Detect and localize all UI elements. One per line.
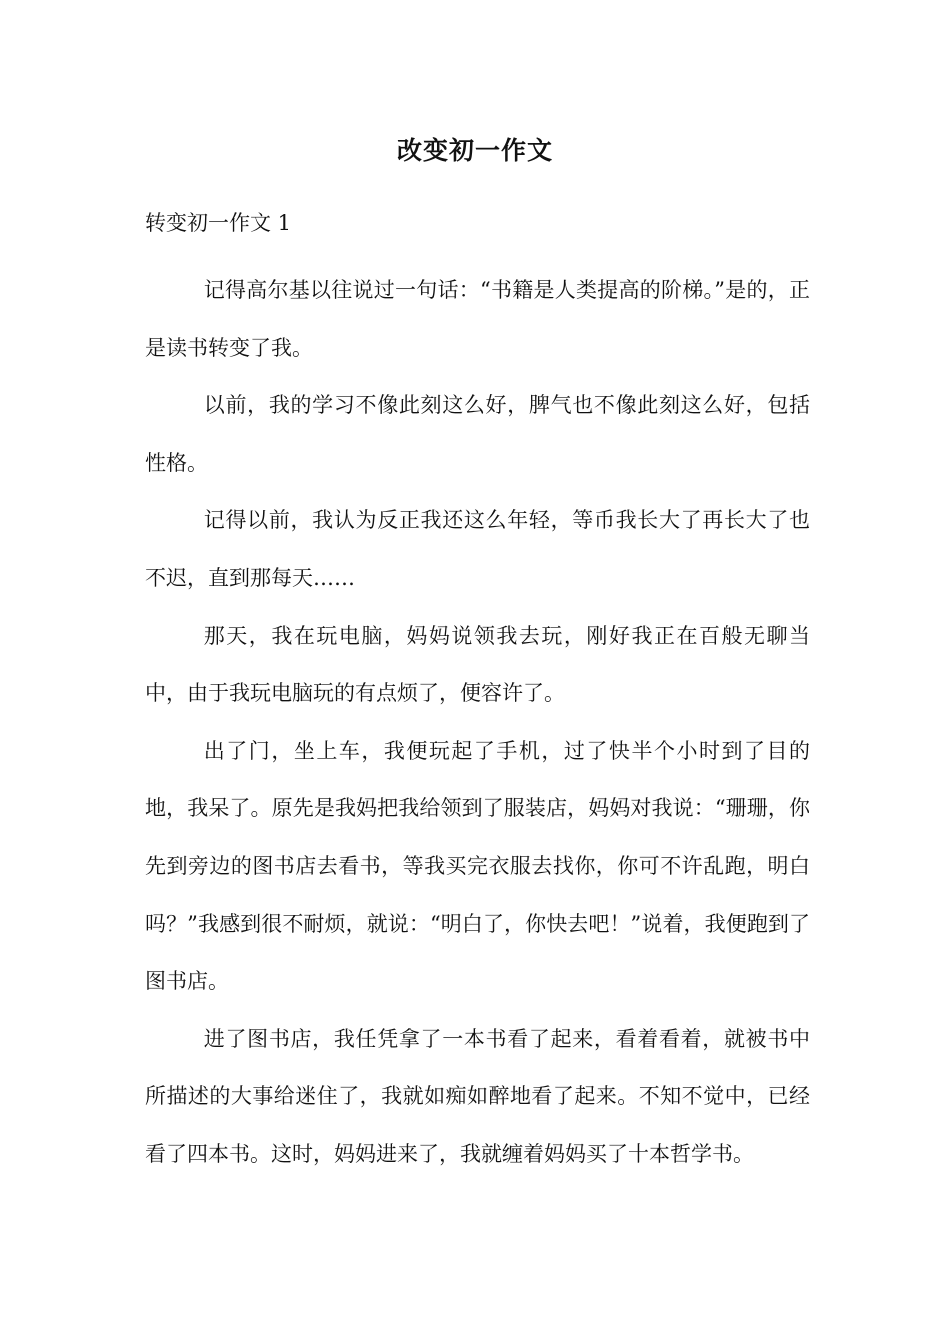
- document-title: 改变初一作文: [396, 136, 553, 165]
- paragraph: 记得以前，我认为反正我还这么年轻，等币我长大了再长大了也不迟，直到那每天……: [145, 508, 810, 590]
- body-text: [145, 262, 810, 1184]
- paragraph: 进了图书店，我任凭拿了一本书看了起来，看着看着，就被书中所描述的大事给迷住了，我就如痴如醉地看了起来。不知不觉中，已经看了四本书。这时，妈妈进来了，我就缠着妈妈买了十本哲学书。: [145, 1026, 810, 1166]
- paragraph: 以前，我的学习不像此刻这么好，脾气也不像此刻这么好，包括性格。: [145, 393, 810, 475]
- paragraph: 那天，我在玩电脑，妈妈说领我去玩，刚好我正在百般无聊当中，由于我玩电脑玩的有点烦了，便容许了。: [145, 623, 810, 706]
- paragraph: 记得高尔基以往说过一句话：“书籍是人类提高的阶梯。”是的，正是读书转变了我。: [145, 278, 810, 360]
- paragraph: 出了门，坐上车，我便玩起了手机，过了快半个小时到了目的地，我呆了。原先是我妈把我给领到了服装店，妈妈对我说：“珊珊，你先到旁边的图书店去看书，等我买完衣服去找你，你可不许乱跑，明白吗？”我感到很不耐烦，就说：“明白了，你快去吧！”说着，我便跑到了图书店。: [145, 738, 810, 994]
- section-heading: 转变初一作文 1: [145, 211, 292, 235]
